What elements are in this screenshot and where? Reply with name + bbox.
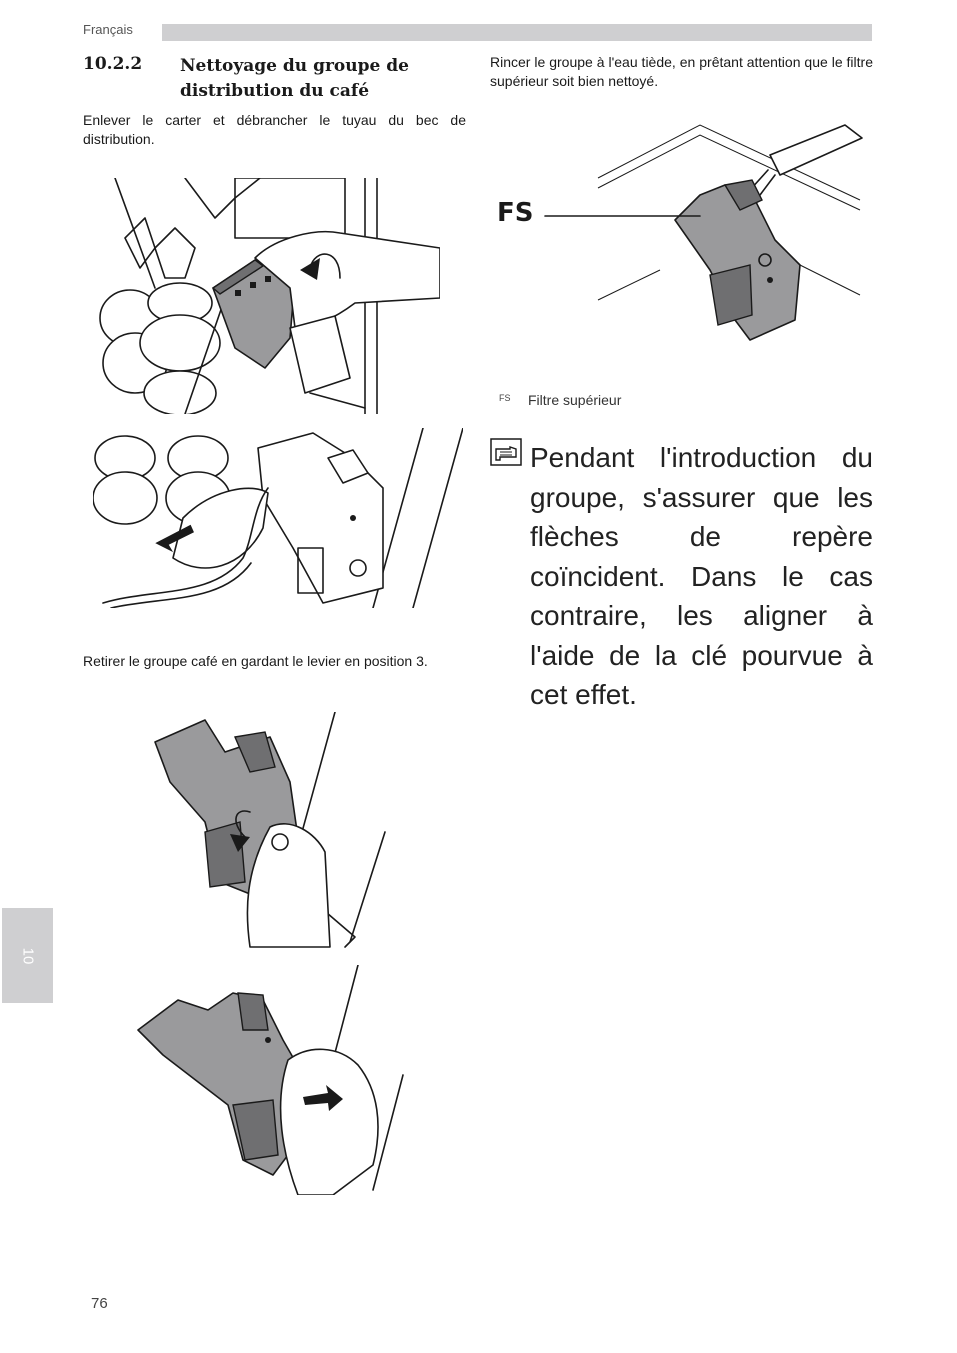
header-bar bbox=[162, 24, 872, 41]
instruction-remove-group: Retirer le groupe café en gardant le levier en position 3. bbox=[83, 653, 428, 669]
chapter-side-tab-label: 10 bbox=[19, 947, 36, 964]
instruction-remove-cover: Enlever le carter et débrancher le tuyau du bec de distribution. bbox=[83, 112, 466, 147]
pointing-hand-icon bbox=[490, 438, 522, 466]
legend-value: Filtre supérieur bbox=[528, 392, 622, 408]
instruction-rinse: Rincer le groupe à l'eau tiède, en prêtant attention que le filtre supérieur soit bien nettoyé. bbox=[490, 54, 873, 89]
illustration-lever-position bbox=[150, 712, 390, 952]
page-number: 76 bbox=[91, 1295, 108, 1312]
illustration-remove-cover bbox=[95, 178, 440, 414]
section-number: 10.2.2 bbox=[83, 54, 143, 74]
illustration-pull-group bbox=[133, 965, 408, 1195]
illustration-rinse-filter bbox=[490, 120, 872, 350]
legend-key: FS bbox=[499, 393, 511, 403]
section-title: Nettoyage du groupe de distribution du café bbox=[180, 56, 409, 101]
fs-callout-label: FS bbox=[497, 198, 534, 228]
illustration-disconnect-hose bbox=[93, 428, 463, 608]
chapter-side-tab bbox=[2, 908, 53, 1003]
note-text: Pendant l'introduction du groupe, s'assurer que les flèches de repère coïncident. Dans le cas contraire, les aligner à l'aide de la clé pourvue à cet effet. bbox=[530, 442, 873, 710]
language-label: Français bbox=[83, 22, 133, 37]
